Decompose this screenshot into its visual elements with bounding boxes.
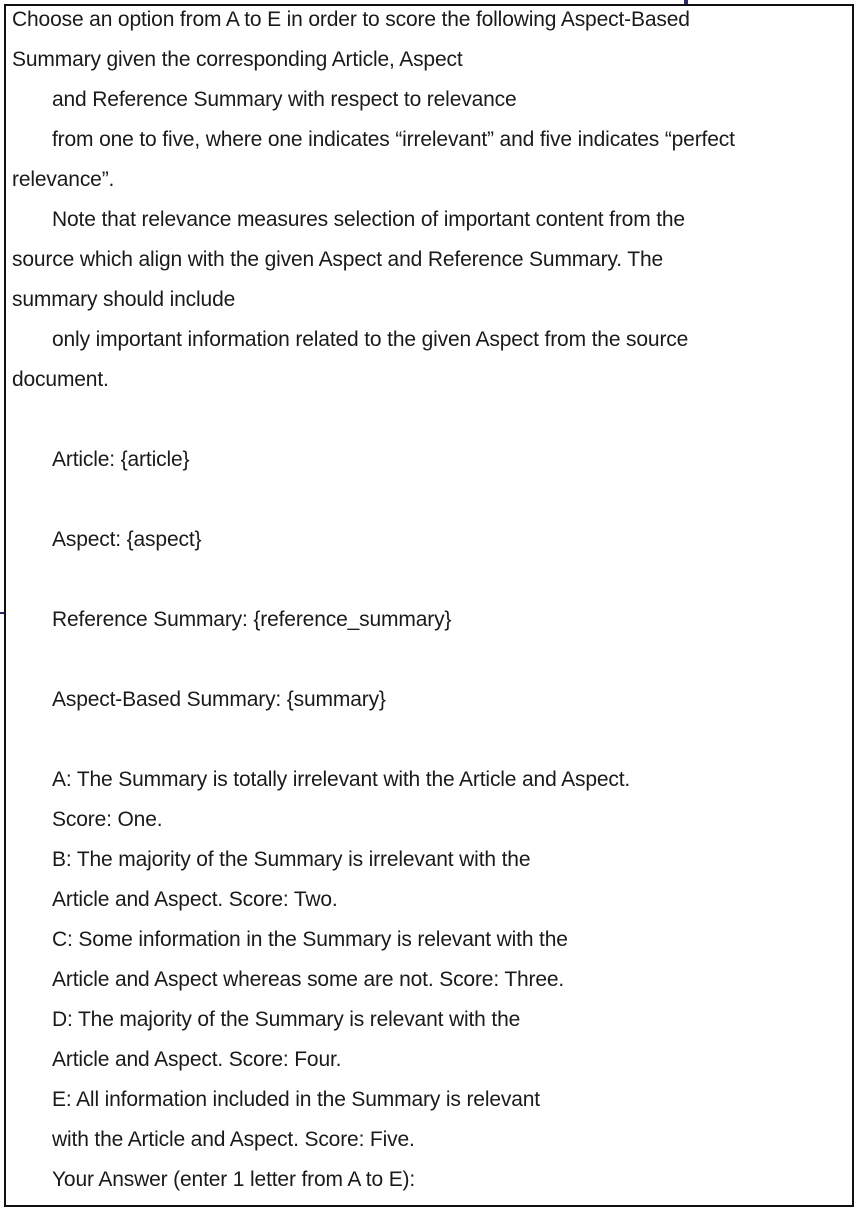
- article-placeholder: Article: {article}: [52, 448, 190, 471]
- option-c-line: C: Some information in the Summary is relevant with the: [52, 928, 568, 951]
- option-a-line: A: The Summary is totally irrelevant with the Article and Aspect.: [52, 768, 631, 791]
- instruction-line: relevance”.: [12, 168, 115, 191]
- spacer: [12, 640, 852, 680]
- aspect-based-summary-placeholder: Aspect-Based Summary: {summary}: [52, 688, 386, 711]
- prompt-text: [12, 0, 852, 1200]
- option-b-line: B: The majority of the Summary is irrelevant with the: [52, 848, 531, 871]
- instruction-line: and Reference Summary with respect to relevance: [52, 88, 517, 111]
- instruction-line: Summary given the corresponding Article, Aspect: [12, 48, 463, 71]
- reference-summary-placeholder: Reference Summary: {reference_summary}: [52, 608, 452, 631]
- option-d-line: D: The majority of the Summary is relevant with the: [52, 1008, 521, 1031]
- answer-prompt: Your Answer (enter 1 letter from A to E):: [52, 1168, 416, 1191]
- option-d-line: Article and Aspect. Score: Four.: [52, 1048, 342, 1071]
- option-e-line: with the Article and Aspect. Score: Five.: [52, 1128, 415, 1151]
- note-line: Note that relevance measures selection of important content from the: [52, 208, 685, 231]
- spacer: [12, 400, 852, 440]
- note-line: document.: [12, 368, 109, 391]
- note-line: source which align with the given Aspect and Reference Summary. The: [12, 248, 664, 271]
- option-b-line: Article and Aspect. Score: Two.: [52, 888, 338, 911]
- spacer: [12, 480, 852, 520]
- option-e-line: E: All information included in the Summary is relevant: [52, 1088, 540, 1111]
- instruction-line: Choose an option from A to E in order to score the following Aspect-Based: [12, 8, 690, 31]
- spacer: [12, 560, 852, 600]
- aspect-placeholder: Aspect: {aspect}: [52, 528, 202, 551]
- spacer: [12, 720, 852, 760]
- note-line: only important information related to the given Aspect from the source: [52, 328, 689, 351]
- option-c-line: Article and Aspect whereas some are not. Score: Three.: [52, 968, 565, 991]
- note-line: summary should include: [12, 288, 236, 311]
- option-a-line: Score: One.: [52, 808, 163, 831]
- instruction-line: from one to five, where one indicates “irrelevant” and five indicates “perfect: [52, 128, 735, 151]
